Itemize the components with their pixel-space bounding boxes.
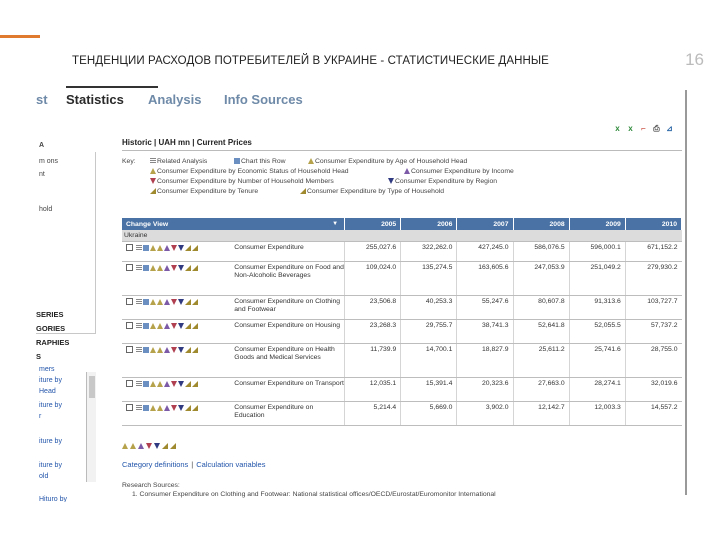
change-view-dropdown[interactable]: Change View ▼ (122, 218, 345, 230)
related-analysis-icon[interactable] (136, 323, 142, 329)
row-label[interactable]: Consumer Expenditure on Food and Non-Alcoholic Beverages (232, 261, 344, 295)
sidebar-box-item[interactable]: hold (39, 206, 53, 213)
bar-chart-icon (234, 158, 240, 164)
triangle-up-purple-icon[interactable] (164, 347, 170, 353)
research-sources (122, 482, 496, 498)
table-cell-value: 91,313.6 (569, 295, 625, 319)
tab-info-sources[interactable]: Info Sources (224, 92, 303, 107)
table-cell-value: 5,214.4 (345, 401, 401, 425)
table-cell-value: 12,035.1 (345, 377, 401, 401)
row-controls (122, 343, 232, 377)
triangle-up-gold-icon[interactable] (150, 323, 156, 329)
triangle-corner-icon[interactable] (170, 443, 176, 449)
key-item: Consumer Expenditure by Age of Household Head (308, 158, 467, 165)
triangle-up-gold-icon[interactable] (150, 299, 156, 305)
lines-icon (150, 158, 156, 164)
triangle-down-navy-icon[interactable] (154, 443, 160, 449)
table-cell-value: 5,669.0 (401, 401, 457, 425)
sidebar-link[interactable]: iture by (39, 438, 62, 445)
research-sources-title: Research Sources: (122, 482, 180, 489)
triangle-down-red-icon[interactable] (171, 405, 177, 411)
footer-links: Category definitions | Calculation variables (122, 460, 266, 469)
key-item: Consumer Expenditure by Number of Household Members (150, 178, 334, 185)
sidebar-section-categories[interactable]: GORIES (36, 324, 66, 333)
triangle-up-purple-icon[interactable] (164, 405, 170, 411)
category-definitions-link[interactable]: Category definitions (122, 460, 189, 469)
excel-icon[interactable]: x (615, 124, 620, 133)
table-cell-value: 23,506.8 (345, 295, 401, 319)
table-cell-value: 14,700.1 (401, 343, 457, 377)
related-analysis-icon[interactable] (136, 347, 142, 353)
table-cell-value: 671,152.2 (625, 241, 681, 261)
row-label[interactable]: Consumer Expenditure on Education (232, 401, 344, 425)
table-cell-value: 57,737.2 (625, 319, 681, 343)
main-content (122, 114, 682, 502)
table-heading: Historic | UAH mn | Current Prices (122, 138, 252, 147)
sidebar-link[interactable]: mers (39, 366, 55, 373)
column-header-year[interactable]: 2006 (401, 218, 457, 230)
key-item: Consumer Expenditure by Economic Status of Household Head (150, 168, 349, 175)
key-item: Related Analysis (150, 158, 207, 165)
column-header-year[interactable]: 2008 (513, 218, 569, 230)
triangle-up-gold-icon[interactable] (157, 347, 163, 353)
table-cell-value: 80,607.8 (513, 295, 569, 319)
triangle-corner-icon[interactable] (162, 443, 168, 449)
sidebar-link[interactable]: old (39, 473, 49, 480)
triangle-up-gold-icon[interactable] (157, 323, 163, 329)
row-controls (122, 295, 232, 319)
research-source-item: 1. Consumer Expenditure on Clothing and Footwear: National statistical offices/OECD/Eurostat/Euromonitor International (132, 491, 496, 498)
row-checkbox[interactable] (126, 322, 133, 329)
triangle-down-red-icon[interactable] (171, 381, 177, 387)
triangle-corner-icon[interactable] (185, 323, 191, 329)
sidebar-scrollbar-thumb[interactable] (89, 376, 95, 398)
table-row[interactable] (122, 319, 682, 343)
triangle-corner-icon (150, 188, 156, 194)
table-cell-value: 135,274.5 (401, 261, 457, 295)
related-analysis-icon[interactable] (136, 381, 142, 387)
top-navigation (36, 86, 636, 112)
triangle-up-purple-icon[interactable] (164, 323, 170, 329)
table-cell-value: 247,053.9 (513, 261, 569, 295)
pdf-icon[interactable]: ⌐ (641, 124, 646, 133)
triangle-corner-icon[interactable] (192, 405, 198, 411)
triangle-corner-icon[interactable] (185, 265, 191, 271)
sidebar-link[interactable]: iture by (39, 377, 62, 384)
table-cell-value: 103,727.7 (625, 295, 681, 319)
table-group-row (122, 230, 682, 241)
column-header-year[interactable]: 2010 (625, 218, 681, 230)
table-row[interactable] (122, 295, 682, 319)
table-row[interactable] (122, 241, 682, 261)
table-cell-value: 18,827.9 (457, 343, 513, 377)
key-item: Consumer Expenditure by Region (388, 178, 497, 185)
triangle-down-navy-icon (388, 178, 394, 184)
table-cell-value: 23,268.3 (345, 319, 401, 343)
key-item: Consumer Expenditure by Type of Household (300, 188, 444, 195)
chart-row-icon[interactable] (143, 265, 149, 271)
sidebar-section-geographies[interactable]: RAPHIES (36, 338, 70, 347)
row-controls (122, 241, 232, 261)
chevron-down-icon: ▼ (332, 221, 339, 227)
table-cell-value: 29,755.7 (401, 319, 457, 343)
table-cell-value: 27,663.0 (513, 377, 569, 401)
key-item: Chart this Row (234, 158, 286, 165)
table-cell-value: 12,142.7 (513, 401, 569, 425)
triangle-up-gold-icon[interactable] (157, 245, 163, 251)
table-cell-value: 52,055.5 (569, 319, 625, 343)
row-controls (122, 377, 232, 401)
calculation-variables-link[interactable]: Calculation variables (196, 460, 266, 469)
sidebar-box-item[interactable]: nt (39, 171, 45, 178)
table-cell-value: 427,245.0 (457, 241, 513, 261)
table-cell-value: 25,741.6 (569, 343, 625, 377)
tab-statistics[interactable]: Statistics (66, 92, 124, 107)
chart-row-icon[interactable] (143, 245, 149, 251)
slide-page-number: 16 (685, 50, 704, 69)
table-cell-value: 38,741.3 (457, 319, 513, 343)
triangle-up-gold-icon[interactable] (130, 443, 136, 449)
screenshot-panel (36, 86, 688, 502)
table-cell-value: 3,902.0 (457, 401, 513, 425)
row-checkbox[interactable] (126, 404, 133, 411)
triangle-up-gold-icon[interactable] (150, 405, 156, 411)
triangle-corner-icon (300, 188, 306, 194)
triangle-corner-icon[interactable] (185, 405, 191, 411)
triangle-down-navy-icon[interactable] (178, 245, 184, 251)
table-cell-value: 251,049.2 (569, 261, 625, 295)
table-row[interactable] (122, 343, 682, 377)
table-cell-value: 163,605.6 (457, 261, 513, 295)
table-cell-value: 32,019.6 (625, 377, 681, 401)
triangle-down-navy-icon[interactable] (178, 265, 184, 271)
triangle-corner-icon[interactable] (192, 381, 198, 387)
sidebar-section-s[interactable]: S (36, 352, 42, 361)
bottom-icon-row (122, 443, 177, 449)
key-label: Key: (122, 158, 136, 165)
triangle-up-purple-icon (404, 168, 410, 174)
triangle-up-gold-icon (308, 158, 314, 164)
triangle-up-gold-icon[interactable] (150, 347, 156, 353)
sidebar-box-title: A (39, 142, 45, 149)
group-label: Ukraine (122, 230, 682, 241)
column-header-year[interactable]: 2007 (457, 218, 513, 230)
chart-icon[interactable]: ⊿ (666, 124, 673, 133)
triangle-up-gold-icon[interactable] (157, 299, 163, 305)
heading-divider (122, 150, 682, 151)
row-checkbox[interactable] (126, 298, 133, 305)
triangle-up-gold-icon (150, 168, 156, 174)
triangle-up-gold-icon[interactable] (150, 265, 156, 271)
excel-icon[interactable]: x (628, 124, 633, 133)
triangle-corner-icon[interactable] (192, 299, 198, 305)
sidebar-scrollbar[interactable] (86, 372, 96, 482)
triangle-up-purple-icon[interactable] (164, 245, 170, 251)
related-analysis-icon[interactable] (136, 405, 142, 411)
sidebar-box (36, 152, 96, 334)
triangle-down-red-icon[interactable] (146, 443, 152, 449)
column-header-year[interactable]: 2009 (569, 218, 625, 230)
sidebar-section-series[interactable]: SERIES (36, 310, 64, 319)
table-cell-value: 322,262.0 (401, 241, 457, 261)
triangle-up-gold-icon[interactable] (157, 405, 163, 411)
table-cell-value: 14,557.2 (625, 401, 681, 425)
row-checkbox[interactable] (126, 380, 133, 387)
key-item: Consumer Expenditure by Income (404, 168, 514, 175)
table-cell-value: 25,611.2 (513, 343, 569, 377)
table-row[interactable] (122, 261, 682, 295)
slide-title: ТЕНДЕНЦИИ РАСХОДОВ ПОТРЕБИТЕЛЕЙ В УКРАИНЕ - СТАТИСТИЧЕСКИЕ ДАННЫЕ (72, 55, 549, 67)
statistics-table (122, 218, 682, 426)
row-checkbox[interactable] (126, 244, 133, 251)
active-tab-indicator (66, 86, 158, 88)
triangle-down-navy-icon[interactable] (178, 299, 184, 305)
table-cell-value: 279,930.2 (625, 261, 681, 295)
triangle-up-gold-icon[interactable] (150, 381, 156, 387)
row-label[interactable]: Consumer Expenditure (232, 241, 344, 261)
sidebar-link[interactable]: Hituro by (39, 496, 68, 502)
chart-row-icon[interactable] (143, 347, 149, 353)
triangle-down-navy-icon[interactable] (178, 381, 184, 387)
row-checkbox[interactable] (126, 346, 133, 353)
triangle-down-red-icon[interactable] (171, 323, 177, 329)
triangle-down-navy-icon[interactable] (178, 323, 184, 329)
triangle-corner-icon[interactable] (192, 265, 198, 271)
row-checkbox[interactable] (126, 264, 133, 271)
triangle-down-navy-icon[interactable] (178, 347, 184, 353)
row-label[interactable]: Consumer Expenditure on Clothing and Footwear (232, 295, 344, 319)
triangle-corner-icon[interactable] (192, 323, 198, 329)
triangle-up-purple-icon[interactable] (164, 381, 170, 387)
triangle-down-red-icon[interactable] (171, 245, 177, 251)
row-controls (122, 261, 232, 295)
table-cell-value: 11,739.9 (345, 343, 401, 377)
table-cell-value: 28,274.1 (569, 377, 625, 401)
triangle-up-gold-icon[interactable] (157, 265, 163, 271)
key-item: Consumer Expenditure by Tenure (150, 188, 258, 195)
related-analysis-icon[interactable] (136, 299, 142, 305)
table-cell-value: 52,641.8 (513, 319, 569, 343)
sidebar-box-item[interactable]: m ons (39, 158, 59, 165)
tab-analysis[interactable]: Analysis (148, 92, 202, 107)
chart-row-icon[interactable] (143, 381, 149, 387)
row-label[interactable]: Consumer Expenditure on Health Goods and Medical Services (232, 343, 344, 377)
triangle-corner-icon[interactable] (185, 347, 191, 353)
triangle-down-red-icon (150, 178, 156, 184)
triangle-down-red-icon[interactable] (171, 347, 177, 353)
table-cell-value: 12,003.3 (569, 401, 625, 425)
triangle-up-gold-icon[interactable] (157, 381, 163, 387)
table-cell-value: 586,076.5 (513, 241, 569, 261)
table-cell-value: 55,247.6 (457, 295, 513, 319)
sidebar-link[interactable]: iture by (39, 402, 62, 409)
table-cell-value: 596,000.1 (569, 241, 625, 261)
triangle-corner-icon[interactable] (192, 347, 198, 353)
row-label[interactable]: Consumer Expenditure on Transport (232, 377, 344, 401)
triangle-down-red-icon[interactable] (171, 265, 177, 271)
triangle-down-red-icon[interactable] (171, 299, 177, 305)
row-label[interactable]: Consumer Expenditure on Housing (232, 319, 344, 343)
table-cell-value: 109,024.0 (345, 261, 401, 295)
triangle-up-purple-icon[interactable] (138, 443, 144, 449)
export-toolbar (613, 124, 674, 136)
chart-row-icon[interactable] (143, 299, 149, 305)
column-header-year[interactable]: 2005 (345, 218, 401, 230)
table-cell-value: 15,391.4 (401, 377, 457, 401)
table-cell-value: 28,755.0 (625, 343, 681, 377)
table-row[interactable] (122, 377, 682, 401)
table-cell-value: 255,027.6 (345, 241, 401, 261)
sidebar-link[interactable]: r (39, 413, 42, 420)
triangle-up-purple-icon[interactable] (164, 265, 170, 271)
row-controls (122, 319, 232, 343)
chart-row-icon[interactable] (143, 323, 149, 329)
print-icon[interactable]: ⎙ (653, 124, 660, 133)
triangle-corner-icon[interactable] (185, 381, 191, 387)
triangle-up-gold-icon[interactable] (150, 245, 156, 251)
chart-row-icon[interactable] (143, 405, 149, 411)
table-row[interactable] (122, 401, 682, 425)
tab-list-partial[interactable]: st (36, 92, 48, 107)
row-controls (122, 401, 232, 425)
sidebar-link[interactable]: Head (39, 388, 56, 395)
triangle-corner-icon[interactable] (185, 299, 191, 305)
triangle-corner-icon[interactable] (192, 245, 198, 251)
slide-accent-bar (0, 35, 40, 38)
triangle-corner-icon[interactable] (185, 245, 191, 251)
sidebar-link[interactable]: iture by (39, 462, 62, 469)
table-cell-value: 40,253.3 (401, 295, 457, 319)
related-analysis-icon[interactable] (136, 245, 142, 251)
left-sidebar (36, 132, 98, 502)
triangle-up-gold-icon[interactable] (122, 443, 128, 449)
triangle-up-purple-icon[interactable] (164, 299, 170, 305)
triangle-down-navy-icon[interactable] (178, 405, 184, 411)
window-edge (685, 90, 687, 495)
related-analysis-icon[interactable] (136, 265, 142, 271)
table-cell-value: 20,323.6 (457, 377, 513, 401)
